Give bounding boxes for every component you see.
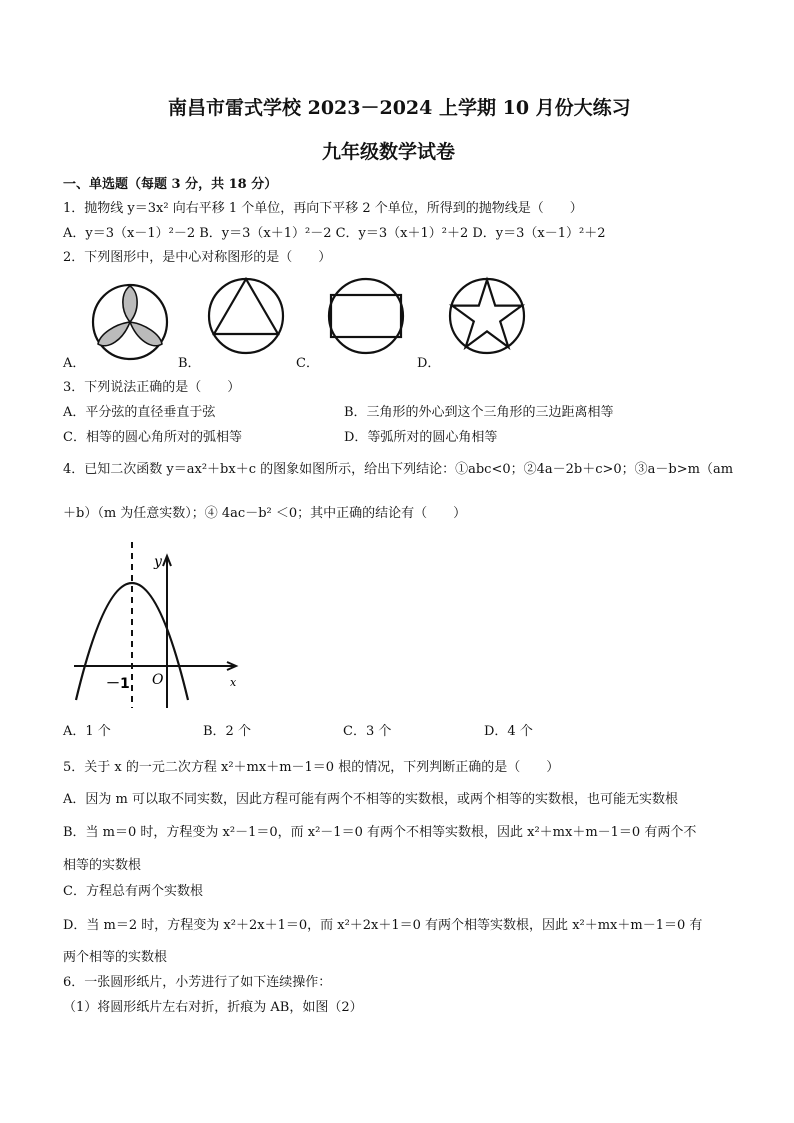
- q2-label-d: D．: [417, 356, 441, 371]
- q6-step1: （1）将圆形纸片左右对折，折痕为 AB，如图（2）: [63, 1000, 363, 1015]
- q3-option-c: C．相等的圆心角所对的弧相等: [63, 430, 242, 445]
- q6-stem: 6．一张圆形纸片，小芳进行了如下连续操作：: [63, 975, 332, 990]
- q4-option-b: B．2 个: [203, 724, 251, 739]
- q5-option-a: A．因为 m 可以取不同实数，因此方程可能有两个不相等的实数根，或两个相等的实数根，也可能无实数根: [63, 792, 678, 807]
- q3-option-b: B．三角形的外心到这个三角形的三边距离相等: [344, 405, 614, 420]
- q1-options: A．y＝3（x－1）²－2 B．y＝3（x＋1）²－2 C．y＝3（x＋1）²＋2 D．y＝3（x－1）²＋2: [63, 226, 606, 241]
- q2-label-b: B．: [178, 356, 201, 371]
- q5-stem: 5．关于 x 的一元二次方程 x²＋mx＋m－1＝0 根的情况，下列判断正确的是（ ）: [63, 760, 560, 775]
- q2-label-a: A．: [63, 356, 86, 371]
- q4-option-d: D．4 个: [484, 724, 533, 739]
- q3-stem: 3．下列说法正确的是（ ）: [63, 380, 241, 395]
- page-title: 南昌市雷式学校 2023－2024 上学期 10 月份大练习: [168, 97, 631, 119]
- q3-option-a: A．平分弦的直径垂直于弦: [63, 405, 216, 420]
- q4-stem-line1: 4．已知二次函数 y＝ax²＋bx＋c 的图象如图所示，给出下列结论：①abc<0；②4a－2b＋c>0；③a－b>m（am: [63, 462, 734, 477]
- q5-option-d-line2: 两个相等的实数根: [63, 950, 168, 965]
- page-subtitle: 九年级数学试卷: [322, 141, 456, 163]
- q2-label-c: C．: [296, 356, 319, 371]
- q4-option-a: A．1 个: [63, 724, 111, 739]
- q4-parabola-graph: [70, 540, 250, 710]
- q3-option-d: D．等弧所对的圆心角相等: [344, 430, 498, 445]
- q2-option-d-figure: [447, 276, 527, 356]
- x-axis-label: x: [230, 676, 237, 689]
- q2-option-c-figure: [326, 276, 406, 356]
- q2-option-b-figure: [206, 276, 286, 356]
- q5-option-b-line1: B．当 m＝0 时，方程变为 x²－1＝0，而 x²－1＝0 有两个不相等实数根，因此 x²＋mx＋m－1＝0 有两个不: [63, 825, 697, 840]
- origin-label: O: [152, 672, 164, 688]
- q4-stem-line2: ＋b）（m 为任意实数）；④ 4ac－b² ＜0；其中正确的结论有（ ）: [63, 506, 467, 521]
- q2-option-a-figure: [90, 282, 170, 362]
- q1-stem: 1．抛物线 y＝3x² 向右平移 1 个单位，再向下平移 2 个单位，所得到的抛物线是（ ）: [63, 201, 583, 216]
- y-axis-label: y: [154, 554, 162, 570]
- q5-option-c: C．方程总有两个实数根: [63, 884, 203, 899]
- q2-stem: 2．下列图形中，是中心对称图形的是（ ）: [63, 250, 332, 265]
- q4-option-c: C．3 个: [343, 724, 392, 739]
- q5-option-d-line1: D．当 m＝2 时，方程变为 x²＋2x＋1＝0，而 x²＋2x＋1＝0 有两个相等实数根，因此 x²＋mx＋m－1＝0 有: [63, 918, 703, 933]
- tick-label-neg1: －1: [106, 676, 130, 692]
- q5-option-b-line2: 相等的实数根: [63, 858, 142, 873]
- section-heading: 一、单选题（每题 3 分，共 18 分）: [63, 177, 278, 192]
